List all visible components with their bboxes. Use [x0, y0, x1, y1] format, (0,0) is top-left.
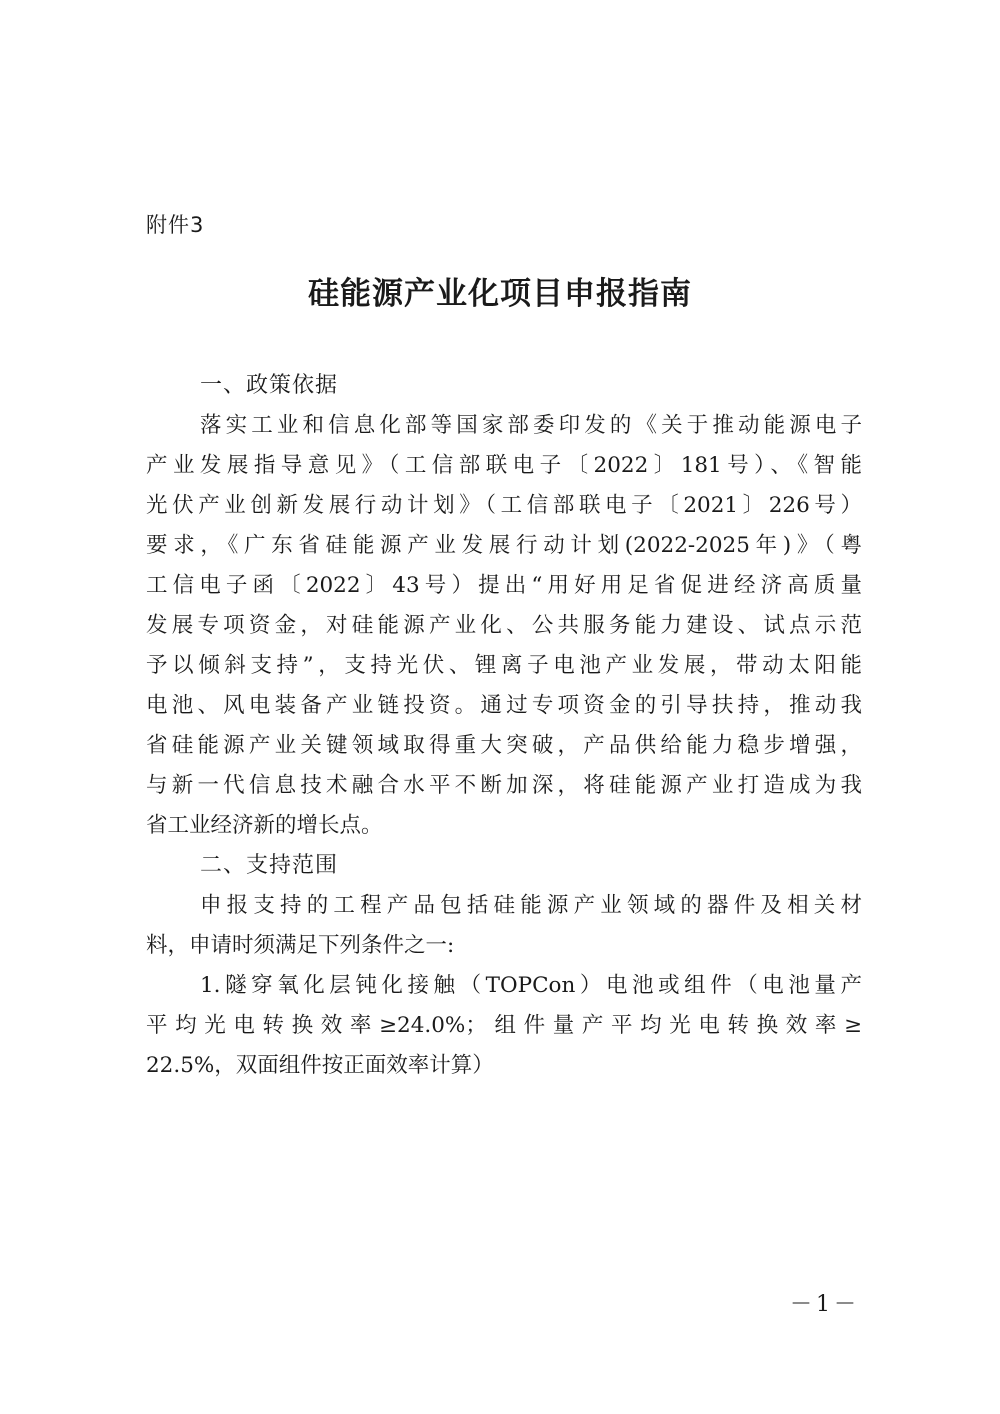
page-number: －1－: [790, 1292, 860, 1317]
paragraph-line: 电池、风电装备产业链投资。通过专项资金的引导扶持，推动我: [146, 693, 862, 718]
paragraph-line: 与新一代信息技术融合水平不断加深，将硅能源产业打造成为我: [146, 773, 862, 798]
paragraph-line: 要求，《广东省硅能源产业发展行动计划(2022-2025年)》（粤: [146, 533, 862, 558]
list-item-line: 平均光电转换效率≥24.0%；组件量产平均光电转换效率≥: [146, 1013, 862, 1038]
list-item-line: 1.隧穿氧化层钝化接触（TOPCon）电池或组件（电池量产: [200, 973, 862, 998]
paragraph-line: 产业发展指导意见》（工信部联电子〔2022〕181号）、《智能: [146, 453, 862, 478]
paragraph-line: 光伏产业创新发展行动计划》（工信部联电子〔2021〕226号）: [146, 493, 862, 518]
paragraph-line: 料，申请时须满足下列条件之一:: [146, 933, 455, 958]
list-item-topcon: [146, 966, 862, 1086]
list-item-line: 22.5%，双面组件按正面效率计算）: [146, 1053, 494, 1078]
paragraph-line: 落实工业和信息化部等国家部委印发的《关于推动能源电子: [200, 413, 862, 438]
document-body: [146, 366, 862, 1086]
paragraph-line: 予以倾斜支持”，支持光伏、锂离子电池产业发展，带动太阳能: [146, 653, 862, 678]
section-heading-policy-basis: 一、政策依据: [200, 373, 339, 398]
paragraph-line: 发展专项资金，对硅能源产业化、公共服务能力建设、试点示范: [146, 613, 862, 638]
paragraph-policy-basis: [146, 406, 862, 846]
paragraph-line: 省硅能源产业关键领域取得重大突破，产品供给能力稳步增强，: [146, 733, 862, 758]
paragraph-line: 省工业经济新的增长点。: [146, 813, 383, 838]
attachment-label: 附件3: [146, 213, 205, 237]
paragraph-line: 申报支持的工程产品包括硅能源产业领域的器件及相关材: [200, 893, 862, 918]
paragraph-support-scope: [146, 886, 862, 966]
document-title: 硅能源产业化项目申报指南: [308, 276, 692, 312]
section-heading-support-scope: 二、支持范围: [200, 853, 339, 878]
paragraph-line: 工信电子函〔2022〕43号）提出“用好用足省促进经济高质量: [146, 573, 862, 598]
